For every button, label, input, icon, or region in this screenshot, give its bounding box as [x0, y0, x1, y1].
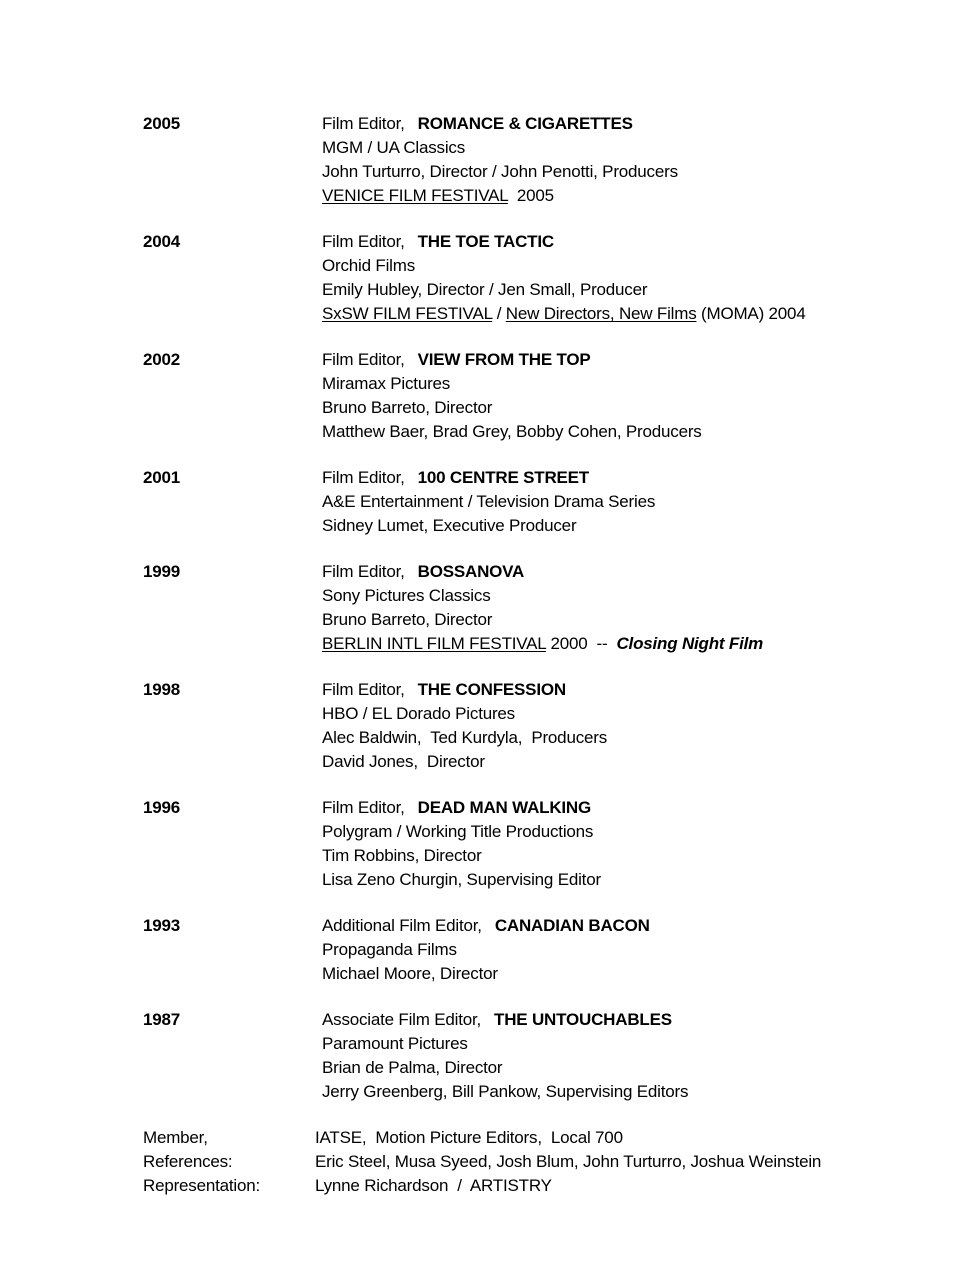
contact-info-section [143, 1126, 938, 1198]
filmography-entry [143, 1008, 938, 1104]
entry-credit-line [322, 514, 655, 538]
award-note-text: Closing Night Film [616, 634, 764, 653]
entry-role-title-line [322, 1008, 688, 1032]
entry-credit-line [322, 490, 655, 514]
credit-text: Orchid Films [322, 256, 415, 275]
entry-details [322, 466, 655, 538]
entry-role: Additional Film Editor, [322, 916, 482, 935]
entry-role: Film Editor, [322, 114, 405, 133]
entry-details [322, 230, 806, 326]
credit-text: Tim Robbins, Director [322, 846, 482, 865]
entry-year: 2005 [143, 114, 181, 133]
credit-text: Alec Baldwin, Ted Kurdyla, Producers [322, 728, 608, 747]
entry-role-title-line [322, 560, 763, 584]
entry-film-title: CANADIAN BACON [494, 916, 650, 935]
entry-credit-line [322, 372, 702, 396]
entry-credit-line [322, 938, 650, 962]
entry-role-title-line [322, 230, 806, 254]
entry-details [322, 796, 601, 892]
festival-name-text: New Directors, New Films [505, 304, 697, 323]
entry-film-title: DEAD MAN WALKING [417, 798, 592, 817]
entry-credit-line [322, 396, 702, 420]
entry-film-title: BOSSANOVA [417, 562, 525, 581]
entry-year: 2004 [143, 232, 181, 251]
filmography-entry [143, 348, 938, 444]
entry-year: 1999 [143, 562, 181, 581]
filmography-entry [143, 796, 938, 892]
representation-label: Representation: [143, 1176, 261, 1195]
credit-text: Miramax Pictures [322, 374, 451, 393]
credit-text: Lisa Zeno Churgin, Supervising Editor [322, 870, 601, 889]
filmography-entry [143, 914, 938, 986]
credit-text: 2000 -- [545, 634, 617, 653]
representation-row [143, 1174, 938, 1198]
credit-text: Paramount Pictures [322, 1034, 468, 1053]
representation-value: Lynne Richardson / ARTISTRY [315, 1176, 552, 1195]
filmography-entry [143, 560, 938, 656]
credit-text: Emily Hubley, Director / Jen Small, Producer [322, 280, 648, 299]
entry-credit-line [322, 1032, 688, 1056]
festival-name-text: VENICE FILM FESTIVAL [322, 186, 508, 205]
entry-credit-line [322, 868, 601, 892]
entry-credit-line [322, 962, 650, 986]
entry-role: Film Editor, [322, 798, 405, 817]
entry-year: 1996 [143, 798, 181, 817]
festival-name-text: BERLIN INTL FILM FESTIVAL [322, 634, 546, 653]
entry-role: Film Editor, [322, 468, 405, 487]
member-label: Member, [143, 1128, 208, 1147]
credit-text: MGM / UA Classics [322, 138, 466, 157]
credit-text: Michael Moore, Director [322, 964, 498, 983]
entry-film-title: VIEW FROM THE TOP [417, 350, 591, 369]
entry-credit-line [322, 160, 678, 184]
credit-text: Matthew Baer, Brad Grey, Bobby Cohen, Producers [322, 422, 702, 441]
entry-credit-line [322, 136, 678, 160]
entry-year: 1998 [143, 680, 181, 699]
entry-film-title: THE UNTOUCHABLES [494, 1010, 672, 1029]
entry-details [322, 112, 678, 208]
entry-details [322, 914, 650, 986]
entry-credit-line [322, 608, 763, 632]
entry-credit-line [322, 254, 806, 278]
entry-role-title-line [322, 678, 607, 702]
entry-role-title-line [322, 796, 601, 820]
entry-role-title-line [322, 112, 678, 136]
entry-film-title: ROMANCE & CIGARETTES [417, 114, 633, 133]
entry-film-title: THE CONFESSION [417, 680, 566, 699]
entry-credit-line [322, 302, 806, 326]
entry-role: Film Editor, [322, 350, 405, 369]
entry-year: 1987 [143, 1010, 181, 1029]
filmography-list [143, 112, 938, 1104]
references-value: Eric Steel, Musa Syeed, Josh Blum, John Turturro, Joshua Weinstein [315, 1152, 822, 1171]
entry-film-title: THE TOE TACTIC [417, 232, 554, 251]
entry-details [322, 348, 702, 444]
filmography-entry [143, 230, 938, 326]
filmography-entry [143, 678, 938, 774]
entry-credit-line [322, 184, 678, 208]
references-label: References: [143, 1152, 233, 1171]
entry-credit-line [322, 278, 806, 302]
credit-text: A&E Entertainment / Television Drama Series [322, 492, 656, 511]
credit-text: Polygram / Working Title Productions [322, 822, 594, 841]
entry-role-title-line [322, 348, 702, 372]
credit-text: Sidney Lumet, Executive Producer [322, 516, 577, 535]
credit-text: 2005 [507, 186, 554, 205]
credit-text: Sony Pictures Classics [322, 586, 491, 605]
entry-details [322, 1008, 688, 1104]
member-value: IATSE, Motion Picture Editors, Local 700 [315, 1128, 623, 1147]
references-row [143, 1150, 938, 1174]
member-row [143, 1126, 938, 1150]
entry-credit-line [322, 844, 601, 868]
entry-year: 1993 [143, 916, 181, 935]
credit-text: Jerry Greenberg, Bill Pankow, Supervising Editors [322, 1082, 689, 1101]
credit-text: Bruno Barreto, Director [322, 610, 493, 629]
entry-role-title-line [322, 466, 655, 490]
entry-details [322, 560, 763, 656]
entry-credit-line [322, 1056, 688, 1080]
entry-credit-line [322, 702, 607, 726]
entry-role: Film Editor, [322, 232, 405, 251]
entry-credit-line [322, 584, 763, 608]
entry-role: Associate Film Editor, [322, 1010, 482, 1029]
credit-text: Brian de Palma, Director [322, 1058, 503, 1077]
entry-role: Film Editor, [322, 562, 405, 581]
entry-credit-line [322, 820, 601, 844]
entry-year: 2002 [143, 350, 181, 369]
entry-details [322, 678, 607, 774]
entry-credit-line [322, 726, 607, 750]
credit-text: (MOMA) 2004 [696, 304, 806, 323]
entry-role: Film Editor, [322, 680, 405, 699]
credit-text: John Turturro, Director / John Penotti, Producers [322, 162, 678, 181]
festival-name-text: SxSW FILM FESTIVAL [322, 304, 493, 323]
credit-text: / [492, 304, 506, 323]
credit-text: David Jones, Director [322, 752, 485, 771]
entry-year: 2001 [143, 468, 181, 487]
entry-credit-line [322, 420, 702, 444]
entry-credit-line [322, 750, 607, 774]
entry-credit-line [322, 1080, 688, 1104]
entry-film-title: 100 CENTRE STREET [417, 468, 589, 487]
credit-text: Propaganda Films [322, 940, 457, 959]
filmography-entry [143, 466, 938, 538]
credit-text: Bruno Barreto, Director [322, 398, 493, 417]
filmography-entry [143, 112, 938, 208]
entry-credit-line [322, 632, 763, 656]
credit-text: HBO / EL Dorado Pictures [322, 704, 515, 723]
entry-role-title-line [322, 914, 650, 938]
